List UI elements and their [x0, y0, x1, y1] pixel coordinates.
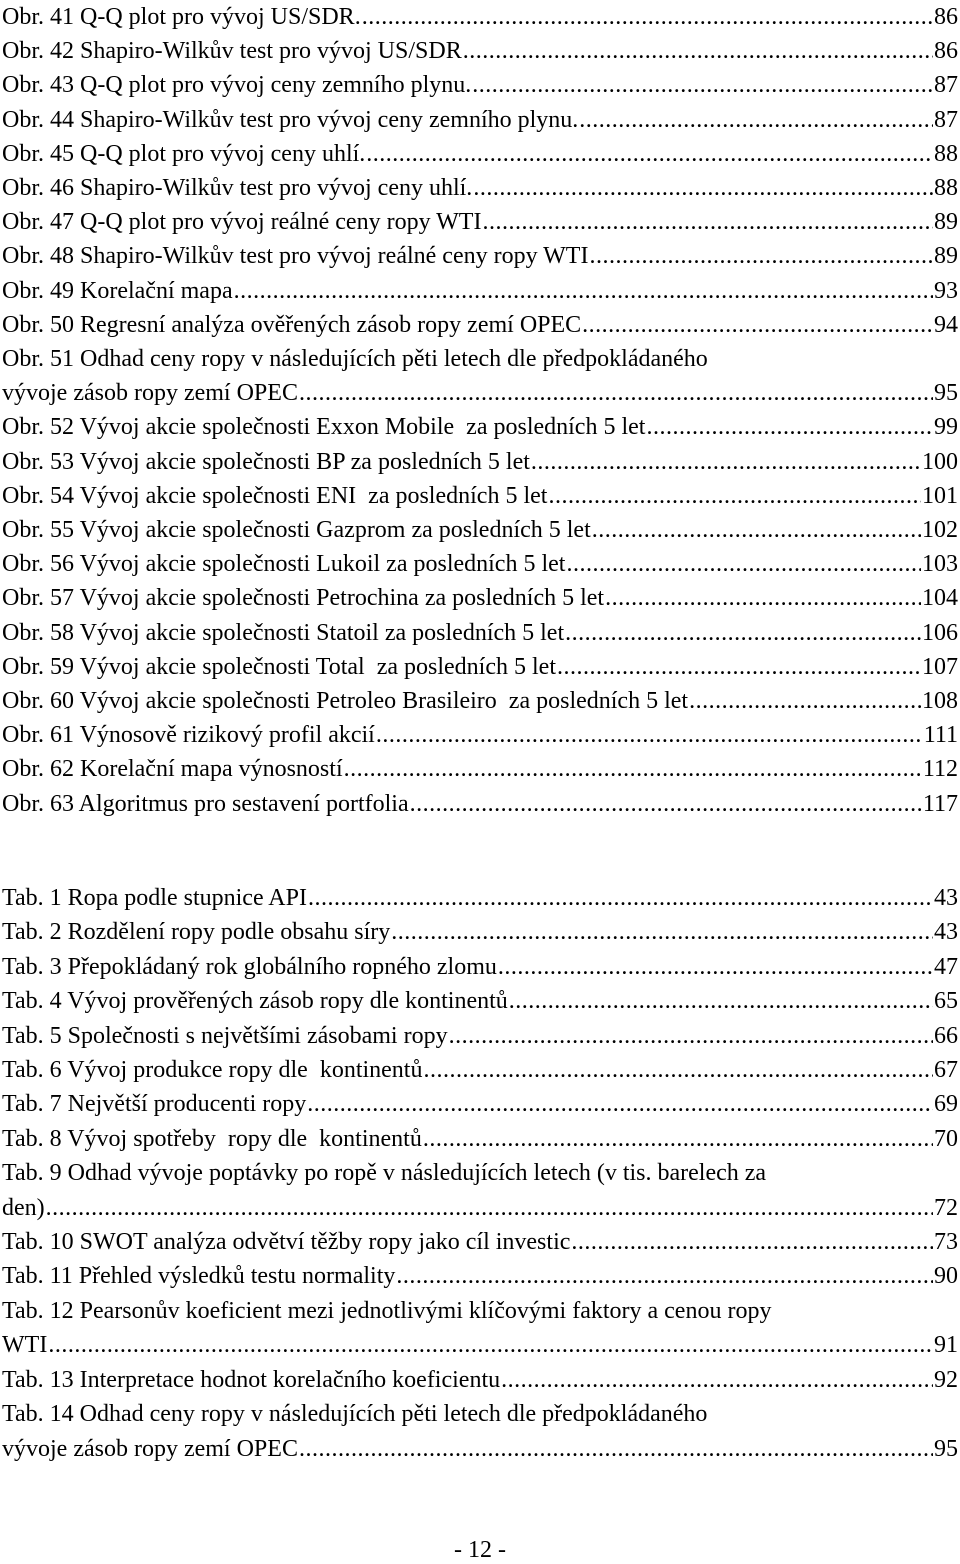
table-entry-title-line: Tab. 14 Odhad ceny ropy v následujících pěti letech dle předpokládaného: [2, 1401, 708, 1428]
table-entry-page-number: 69: [934, 1091, 958, 1118]
table-entry[interactable]: [2, 1122, 958, 1156]
figure-entry-title: Obr. 45 Q-Q plot pro vývoj ceny uhlí.: [2, 140, 366, 167]
page-number: - 12 -: [454, 1537, 506, 1563]
dot-leader: [646, 410, 933, 444]
table-entry-page-number: 47: [934, 953, 958, 980]
dot-leader: [376, 718, 923, 752]
dot-leader: [308, 881, 933, 915]
figure-entry-title: Obr. 43 Q-Q plot pro vývoj ceny zemního plynu.: [2, 72, 472, 99]
dot-leader: [234, 274, 933, 308]
figure-entry-title: Obr. 41 Q-Q plot pro vývoj US/SDR.: [2, 4, 361, 30]
figure-entry-page-number: 108: [922, 688, 958, 715]
figure-entry[interactable]: [2, 274, 958, 308]
table-entry-title-line: Tab. 12 Pearsonův koeficient mezi jednotlivými klíčovými faktory a cenou ropy: [2, 1297, 772, 1324]
dot-leader: [299, 376, 933, 410]
figure-entry-page-number: 88: [934, 140, 958, 167]
table-entry-page-number: 43: [934, 919, 958, 946]
table-entry[interactable]: [2, 1294, 958, 1363]
dot-leader: [589, 239, 933, 273]
dot-leader: [366, 137, 933, 171]
table-entry[interactable]: [2, 1225, 958, 1259]
figure-entry-page-number: 89: [934, 209, 958, 236]
figure-entry-page-number: 87: [934, 106, 958, 133]
table-entry[interactable]: [2, 1259, 958, 1293]
figure-entry[interactable]: [2, 581, 958, 615]
table-entry[interactable]: [2, 1397, 958, 1466]
table-entry-title: den): [2, 1194, 45, 1221]
table-entry[interactable]: [2, 915, 958, 949]
table-entry-title: Tab. 4 Vývoj prověřených zásob ropy dle kontinentů: [2, 988, 508, 1015]
dot-leader: [501, 1363, 933, 1397]
figure-entry-title: Obr. 48 Shapiro-Wilkův test pro vývoj reálné ceny ropy WTI: [2, 243, 589, 270]
table-entry[interactable]: [2, 1087, 958, 1121]
table-entry-title: Tab. 3 Přepokládaný rok globálního ropného zlomu: [2, 953, 497, 980]
figure-entry-title: Obr. 44 Shapiro-Wilkův test pro vývoj ceny zemního plynu.: [2, 106, 579, 133]
figure-entry[interactable]: [2, 479, 958, 513]
dot-leader: [472, 68, 933, 102]
table-entry-page-number: 67: [934, 1057, 958, 1084]
figure-entry-title: Obr. 57 Vývoj akcie společnosti Petrochina za posledních 5 let: [2, 585, 605, 612]
table-entry-page-number: 73: [934, 1229, 958, 1256]
figure-entry-title: Obr. 52 Vývoj akcie společnosti Exxon Mobile za posledních 5 let: [2, 414, 646, 441]
table-entry[interactable]: [2, 881, 958, 915]
dot-leader: [531, 445, 921, 479]
table-entry[interactable]: [2, 1019, 958, 1053]
table-entry-title: Tab. 10 SWOT analýza odvětví těžby ropy jako cíl investic: [2, 1229, 571, 1256]
table-entry-page-number: 70: [934, 1125, 958, 1152]
figure-entry-title: Obr. 49 Korelační mapa: [2, 277, 233, 304]
figure-entry-page-number: 86: [934, 4, 958, 30]
figure-entry-title: Obr. 47 Q-Q plot pro vývoj reálné ceny ropy WTI: [2, 209, 482, 236]
figure-entry-page-number: 93: [934, 277, 958, 304]
figure-entry[interactable]: [2, 308, 958, 342]
figure-entry[interactable]: [2, 68, 958, 102]
table-entry-page-number: 72: [934, 1194, 958, 1221]
figure-entry-title: Obr. 61 Výnosově rizikový profil akcií: [2, 722, 375, 749]
figure-entry-title: Obr. 63 Algoritmus pro sestavení portfolia: [2, 790, 409, 817]
dot-leader: [557, 650, 921, 684]
figure-entry-page-number: 87: [934, 72, 958, 99]
dot-leader: [689, 684, 921, 718]
figure-entry-page-number: 103: [922, 551, 958, 578]
table-entry-page-number: 95: [934, 1435, 958, 1462]
dot-leader: [592, 513, 921, 547]
figure-entry-title: Obr. 59 Vývoj akcie společnosti Total za posledních 5 let: [2, 653, 556, 680]
figure-entry[interactable]: [2, 513, 958, 547]
dot-leader: [566, 547, 921, 581]
figure-entry[interactable]: [2, 342, 958, 410]
figure-entry-page-number: 111: [923, 722, 958, 749]
figure-entry-page-number: 107: [922, 653, 958, 680]
figure-entry-page-number: 95: [934, 380, 958, 407]
figure-entry[interactable]: [2, 547, 958, 581]
dot-leader: [344, 752, 922, 786]
figure-entry-page-number: 99: [934, 414, 958, 441]
table-entry-title: Tab. 5 Společnosti s největšími zásobami ropy: [2, 1022, 448, 1049]
dot-leader: [571, 1225, 933, 1259]
dot-leader: [391, 915, 933, 949]
figure-entry-title: Obr. 62 Korelační mapa výnosností: [2, 756, 343, 783]
figure-entry-title: Obr. 53 Vývoj akcie společnosti BP za posledních 5 let: [2, 448, 530, 475]
figure-entry-title: Obr. 55 Vývoj akcie společnosti Gazprom za posledních 5 let: [2, 517, 591, 544]
figure-entry-title: Obr. 46 Shapiro-Wilkův test pro vývoj ceny uhlí.: [2, 175, 473, 202]
dot-leader: [579, 103, 933, 137]
dot-leader: [46, 1191, 933, 1225]
dot-leader: [582, 308, 933, 342]
dot-leader: [48, 1328, 933, 1362]
figure-entry-page-number: 86: [934, 38, 958, 65]
figure-entry[interactable]: [2, 410, 958, 444]
figure-entry[interactable]: [2, 445, 958, 479]
figure-entry[interactable]: [2, 0, 958, 34]
dot-leader: [482, 205, 933, 239]
figure-entry[interactable]: [2, 684, 958, 718]
table-entry-page-number: 43: [934, 885, 958, 911]
figure-entry-title: Obr. 54 Vývoj akcie společnosti ENI za posledních 5 let: [2, 482, 548, 509]
figure-entry[interactable]: [2, 103, 958, 137]
table-entry[interactable]: [2, 1156, 958, 1225]
table-entry-title: Tab. 6 Vývoj produkce ropy dle kontinentů: [2, 1057, 423, 1084]
dot-leader: [307, 1087, 933, 1121]
dot-leader: [498, 950, 933, 984]
table-entry-title: vývoje zásob ropy zemí OPEC: [2, 1435, 298, 1462]
dot-leader: [565, 616, 921, 650]
dot-leader: [473, 171, 933, 205]
figure-entry[interactable]: [2, 171, 958, 205]
dot-leader: [423, 1053, 933, 1087]
figure-entry-title: Obr. 42 Shapiro-Wilkův test pro vývoj US/SDR: [2, 38, 462, 65]
figure-entry-page-number: 102: [922, 517, 958, 544]
figure-entry[interactable]: [2, 616, 958, 650]
dot-leader: [605, 581, 921, 615]
dot-leader: [463, 34, 933, 68]
table-entry-title-line: Tab. 9 Odhad vývoje poptávky po ropě v následujících letech (v tis. barelech za: [2, 1160, 767, 1187]
figure-entry[interactable]: [2, 752, 958, 786]
table-entry-title: Tab. 13 Interpretace hodnot korelačního koeficientu: [2, 1366, 501, 1393]
table-entry-page-number: 65: [934, 988, 958, 1015]
dot-leader: [548, 479, 921, 513]
dot-leader: [509, 984, 933, 1018]
figure-entry-page-number: 100: [922, 448, 958, 475]
table-list: [2, 881, 958, 1466]
figure-entry-page-number: 88: [934, 175, 958, 202]
table-entry-title: Tab. 8 Vývoj spotřeby ropy dle kontinentů: [2, 1125, 422, 1152]
dot-leader: [449, 1019, 933, 1053]
figure-entry-page-number: 101: [922, 482, 958, 509]
figure-entry-page-number: 112: [922, 756, 958, 783]
table-entry-title: WTI: [2, 1332, 48, 1359]
table-entry[interactable]: [2, 950, 958, 984]
table-entry[interactable]: [2, 984, 958, 1018]
figure-entry-page-number: 106: [922, 619, 958, 646]
table-entry-page-number: 90: [934, 1263, 958, 1290]
table-entry-page-number: 92: [934, 1366, 958, 1393]
table-entry[interactable]: [2, 1053, 958, 1087]
figure-entry-title: Obr. 50 Regresní analýza ověřených zásob ropy zemí OPEC: [2, 311, 582, 338]
figure-entry-title: Obr. 60 Vývoj akcie společnosti Petroleo Brasileiro za posledních 5 let: [2, 688, 689, 715]
table-entry-title: Tab. 1 Ropa podle stupnice API: [2, 885, 307, 911]
figure-entry-title: Obr. 58 Vývoj akcie společnosti Statoil za posledních 5 let: [2, 619, 565, 646]
figure-entry[interactable]: [2, 205, 958, 239]
dot-leader: [362, 0, 933, 34]
figure-entry-page-number: 94: [934, 311, 958, 338]
table-entry-page-number: 66: [934, 1022, 958, 1049]
figure-entry[interactable]: [2, 239, 958, 273]
figure-entry-title: vývoje zásob ropy zemí OPEC: [2, 380, 298, 407]
table-entry-title: Tab. 2 Rozdělení ropy podle obsahu síry: [2, 919, 391, 946]
table-entry-title: Tab. 11 Přehled výsledků testu normality: [2, 1263, 396, 1290]
figure-entry-page-number: 104: [922, 585, 958, 612]
figure-entry[interactable]: [2, 718, 958, 752]
figure-entry[interactable]: [2, 787, 958, 821]
figure-list: [2, 0, 958, 821]
dot-leader: [410, 787, 922, 821]
figure-entry-page-number: 117: [922, 790, 958, 817]
figure-entry[interactable]: [2, 137, 958, 171]
figure-entry[interactable]: [2, 34, 958, 68]
table-entry-page-number: 91: [934, 1332, 958, 1359]
table-entry-title: Tab. 7 Největší producenti ropy: [2, 1091, 307, 1118]
dot-leader: [299, 1432, 933, 1466]
table-entry[interactable]: [2, 1363, 958, 1397]
figure-entry[interactable]: [2, 650, 958, 684]
figure-entry-title: Obr. 56 Vývoj akcie společnosti Lukoil za posledních 5 let: [2, 551, 566, 578]
dot-leader: [396, 1259, 933, 1293]
figure-entry-page-number: 89: [934, 243, 958, 270]
dot-leader: [423, 1122, 933, 1156]
figure-entry-title-line: Obr. 51 Odhad ceny ropy v následujících pěti letech dle předpokládaného: [2, 346, 708, 373]
